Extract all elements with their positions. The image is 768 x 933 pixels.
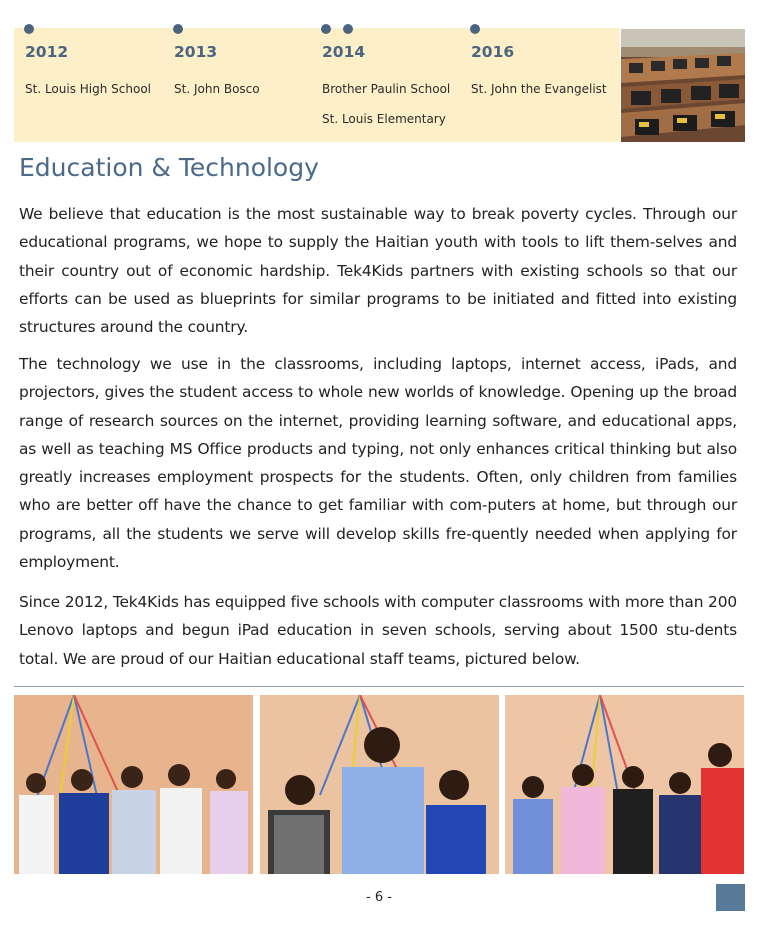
staff-photo — [505, 695, 744, 874]
timeline-dots — [321, 24, 353, 34]
staff-photo — [14, 695, 253, 874]
section-title: Education & Technology — [19, 153, 319, 182]
staff-photo — [260, 695, 499, 874]
page-number: - 6 - — [366, 890, 392, 905]
timeline-school: St. Louis High School — [25, 82, 152, 96]
timeline-school: St. John Bosco — [174, 82, 260, 96]
timeline-dot — [343, 24, 353, 34]
timeline-dot — [24, 24, 34, 34]
timeline-year: 2013 — [174, 43, 218, 61]
timeline-dots — [470, 24, 480, 34]
timeline-dots — [24, 24, 34, 34]
divider — [14, 686, 744, 687]
timeline-dots — [173, 24, 183, 34]
corner-square-decoration — [716, 884, 745, 911]
timeline-year: 2014 — [322, 43, 366, 61]
timeline-band — [14, 28, 620, 142]
timeline-year: 2012 — [25, 43, 69, 61]
staff-photo-illustration — [505, 695, 744, 874]
body-paragraph: The technology we use in the classrooms, including laptops, internet access, iPads, and projectors, gives the student access to whole new worlds of knowledge. Opening up the broad range of research sources on the internet, providing learning software, and educational apps, as well as teaching MS Office products and typing, not only enhances critical thinking but also greatly increases employment prospects for the students. Often, only children from families who are better off have the chance to get familiar with com-puters at home, but through our programs, all the students we serve will develop skills fre-quently needed when applying for employment. — [19, 355, 737, 572]
timeline-school: St. Louis Elementary — [322, 112, 446, 126]
body-paragraph: We believe that education is the most sustainable way to break poverty cycles. Through our educational programs, we hope to supply the Haitian youth with tools to lift them-selves and their country out of economic hardship. Tek4Kids partners with existing schools so that our efforts can be used as blueprints for similar programs to be initiated and fitted into existing structures around the country. — [19, 205, 737, 337]
staff-photo-illustration — [260, 695, 499, 874]
timeline-school: Brother Paulin School — [322, 82, 451, 96]
body-paragraph: Since 2012, Tek4Kids has equipped five schools with computer classrooms with more than 200 Lenovo laptops and begun iPad education in seven schools, serving about 1500 stu-dents total. We are proud of our Haitian educational staff teams, pictured below. — [19, 593, 737, 668]
timeline-dot — [321, 24, 331, 34]
classroom-photo — [621, 29, 745, 142]
staff-photo-illustration — [14, 695, 253, 874]
timeline-school: St. John the Evangelist — [471, 82, 607, 96]
timeline-dot — [173, 24, 183, 34]
timeline-dot — [470, 24, 480, 34]
timeline-year: 2016 — [471, 43, 515, 61]
classroom-illustration — [621, 29, 745, 142]
